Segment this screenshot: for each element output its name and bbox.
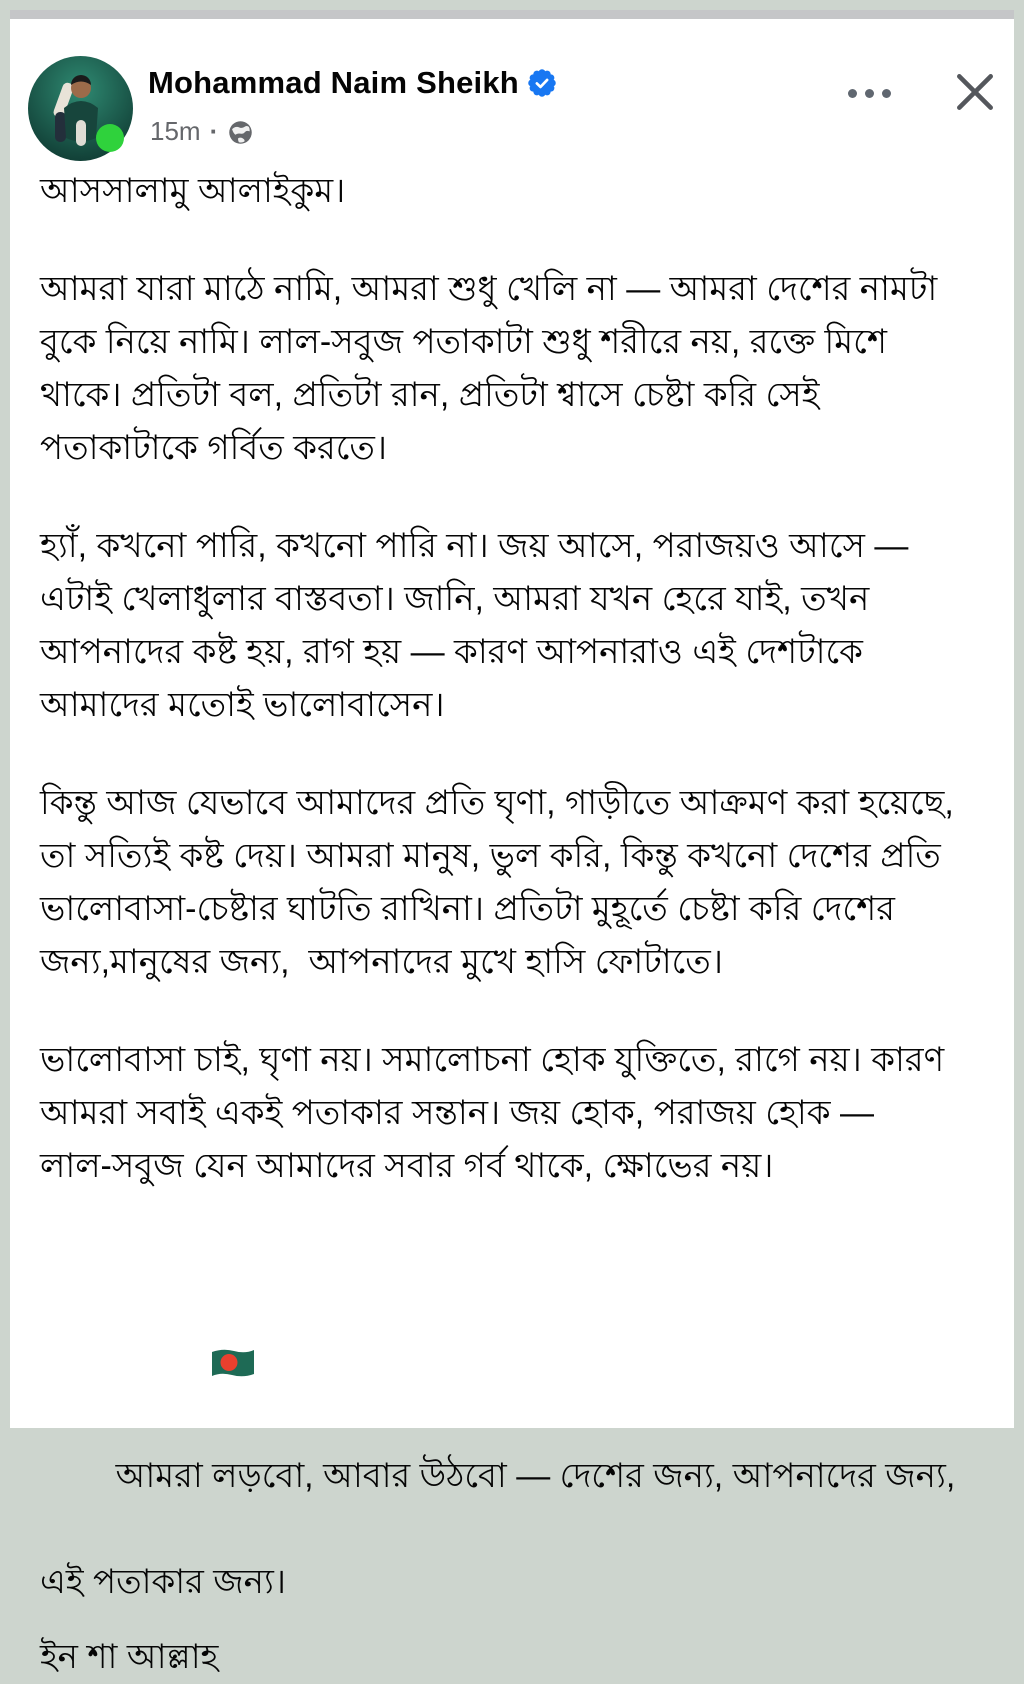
meta-separator: · xyxy=(209,116,219,146)
close-icon xyxy=(952,69,998,115)
post-paragraph xyxy=(40,520,994,732)
dot-icon xyxy=(848,89,857,98)
post-paragraph xyxy=(40,1034,994,1193)
post-text-line: আমরা সবাই একই পতাকার সন্তান। জয় হোক, পরাজয় হোক — xyxy=(40,1094,874,1132)
post-text-line: আমরা যারা মাঠে নামি, আমরা শুধু খেলি না — আমরা দেশের নামটা xyxy=(40,270,938,308)
more-options-button[interactable] xyxy=(838,71,900,115)
dialog-top-strip xyxy=(10,10,1014,19)
post-text-line: জন্য,মানুষের জন্য, আপনাদের মুখে হাসি ফোটাতে। xyxy=(40,943,723,981)
bangladesh-flag-icon xyxy=(116,1291,162,1325)
dot-icon xyxy=(865,89,874,98)
post-dialog xyxy=(10,10,1014,1676)
verified-badge-icon xyxy=(528,69,556,97)
post-text-line: কিন্তু আজ যেভাবে আমাদের প্রতি ঘৃণা, গাড়ীতে আক্রমণ করা হয়েছে, xyxy=(40,784,954,822)
post-text-line: বুকে নিয়ে নামি। লাল-সবুজ পতাকাটা শুধু শরীরে নয়, রক্তে মিশে xyxy=(40,323,887,361)
post-paragraph xyxy=(40,165,994,218)
post-text-line: আপনাদের কষ্ট হয়, রাগ হয় — কারণ আপনারাও এই দেশটাকে xyxy=(40,633,863,671)
post-text-line: আমাদের মতোই ভালোবাসেন। xyxy=(40,686,445,724)
post-text-line: লাল-সবুজ যেন আমাদের সবার গর্ব থাকে, ক্ষোভের নয়। xyxy=(40,1147,774,1185)
post-text-line: হ্যাঁ, কখনো পারি, কখনো পারি না। জয় আসে, পরাজয়ও আসে — xyxy=(40,527,909,565)
post-paragraph xyxy=(40,1238,994,1609)
post-text-line: পতাকাটাকে গর্বিত করতে। xyxy=(40,429,388,467)
post-text-line: ভালোবাসা চাই, ঘৃণা নয়। সমালোচনা হোক যুক্তিতে, রাগে নয়। কারণ xyxy=(40,1041,945,1079)
post-text-line: এই পতাকার জন্য। xyxy=(40,1563,286,1601)
post-timestamp[interactable]: 15m xyxy=(150,116,201,146)
post-text-line: এটাই খেলাধুলার বাস্তবতা। জানি, আমরা যখন হেরে যাই, তখন xyxy=(40,580,870,618)
post-paragraph xyxy=(40,1631,994,1684)
post-text-line: তা সত্যিই কষ্ট দেয়। আমরা মানুষ, ভুল করি, কিন্তু কখনো দেশের প্রতি xyxy=(40,837,941,875)
post-text-line: ভালোবাসা-চেষ্টার ঘাটতি রাখিনা। প্রতিটা মুহূর্তে চেষ্টা করি দেশের xyxy=(40,890,895,928)
post-text-line: ইন শা আল্লাহ xyxy=(40,1638,219,1676)
post-text-line-text: আমরা লড়বো, আবার উঠবো — দেশের জন্য, আপনাদের জন্য, xyxy=(115,1457,956,1495)
post-paragraph xyxy=(40,263,994,475)
post-header xyxy=(10,19,1014,165)
close-button[interactable] xyxy=(942,59,1008,125)
audience-globe-icon xyxy=(227,119,254,146)
post-text xyxy=(40,165,994,1684)
post-text-line xyxy=(40,1238,994,1556)
online-status-badge xyxy=(96,124,124,152)
profile-name[interactable]: Mohammad Naim Sheikh xyxy=(148,65,519,100)
post-text-line: থাকে। প্রতিটা বল, প্রতিটা রান, প্রতিটা শ্বাসে চেষ্টা করি সেই xyxy=(40,376,820,414)
post-text-line: আসসালামু আলাইকুম। xyxy=(40,172,346,210)
post-paragraph xyxy=(40,777,994,989)
dot-icon xyxy=(882,89,891,98)
